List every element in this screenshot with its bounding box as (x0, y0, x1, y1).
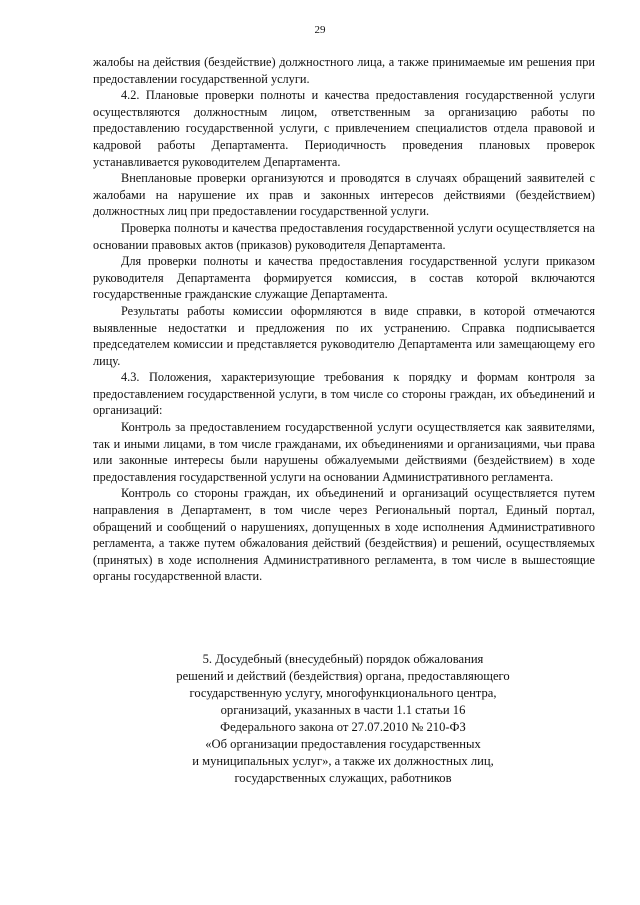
heading-line: и муниципальных услуг», а также их должностных лиц, (192, 754, 494, 768)
heading-line: «Об организации предоставления государственных (205, 737, 481, 751)
paragraph: Результаты работы комиссии оформляются в виде справки, в которой отмечаются выявленные недостатки и предложения по их устранению. Справка подписывается председателем комиссии и представляется руководителю Департамента или замещающему его лицу. (93, 303, 595, 368)
heading-line: 5. Досудебный (внесудебный) порядок обжалования (202, 652, 484, 666)
paragraph: Внеплановые проверки организуются и проводятся в случаях обращений заявителей с жалобами на нарушение их прав и законных интересов действиями (бездействием) должностных лиц при предоставлении государственной услуги. (93, 171, 595, 219)
paragraph: 4.3. Положения, характеризующие требования к порядку и формам контроля за предоставлением государственной услуги, в том числе со стороны граждан, их объединений и организаций: (93, 370, 595, 418)
heading-line: Федерального закона от 27.07.2010 № 210-ФЗ (220, 720, 466, 734)
section-heading (133, 651, 553, 787)
heading-line: решений и действий (бездействия) органа, предоставляющего (176, 669, 510, 683)
heading-line: организаций, указанных в части 1.1 статьи 16 (220, 703, 466, 717)
heading-line: государственную услугу, многофункционального центра, (189, 686, 497, 700)
paragraph: Для проверки полноты и качества предоставления государственной услуги приказом руководителя Департамента формируется комиссия, в состав которой включаются государственные гражданские служащие Департамента. (93, 254, 595, 302)
paragraph: жалобы на действия (бездействие) должностного лица, а также принимаемые им решения при предоставлении государственной услуги. (93, 55, 595, 86)
paragraph: Проверка полноты и качества предоставления государственной услуги осуществляется на основании правовых актов (приказов) руководителя Департамента. (93, 220, 595, 252)
paragraph: Контроль со стороны граждан, их объединений и организаций осуществляется путем направления в Департамент, в том числе через Региональный портал, Единый портал, обращений и сообщений о нарушениях, допущенных в ходе исполнения Административного регламента, а также путем обжалования действий (бездействия) и решений, осуществляемых (принятых) в ходе исполнения Административного регламента, в том числе в вышестоящие органы государственной власти. (93, 486, 595, 584)
heading-line: государственных служащих, работников (234, 771, 452, 785)
body-text (93, 54, 595, 585)
paragraph: 4.2. Плановые проверки полноты и качества предоставления государственной услуги осуществляются должностным лицом, ответственным за организацию работы по предоставлению государственной услуги, с привлечением специалистов отдела правовой и кадровой работы Департамента. Периодичность проведения плановых проверок устанавливается руководителем Департамента. (93, 88, 595, 169)
page-number: 29 (314, 24, 326, 36)
paragraph: Контроль за предоставлением государственной услуги осуществляется как заявителями, так и иными лицами, в том числе гражданами, их объединениями и организациями, чьи права или законные интересы были нарушены обжалуемыми действиями (бездействием) в ходе предоставления государственной услуги на основании Административного регламента. (93, 420, 595, 484)
